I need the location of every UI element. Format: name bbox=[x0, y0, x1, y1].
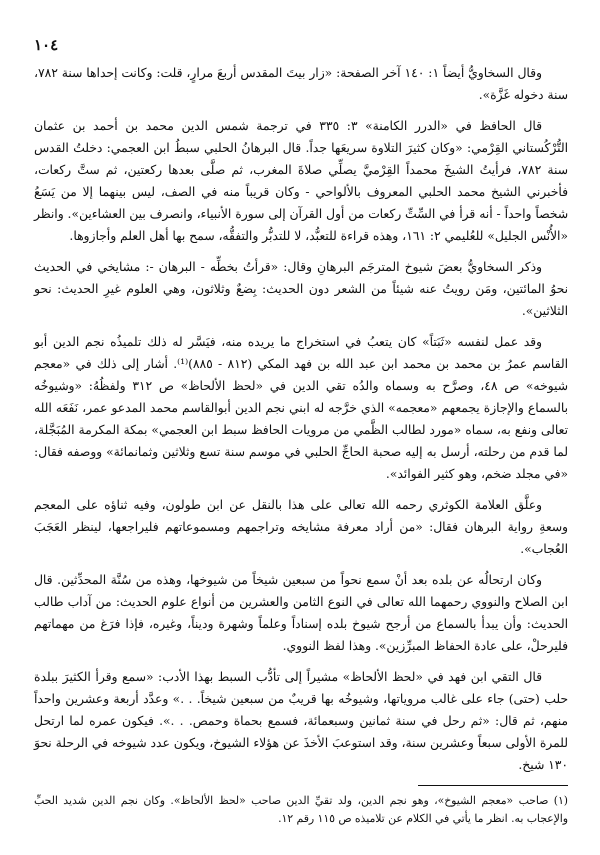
page-number: ١٠٤ bbox=[34, 36, 59, 54]
paragraph-kawthari: وعلَّق العلامة الكوثري رحمه الله تعالى على هذا بالنقل عن ابن طولون، وفيه ثناؤه على المعجم وسعةِ رواية البرهان فقال: «من أراد معرفة مشايخه وتراجمهم ومسموعاتهم فليراجعها، لينظر العَجَبَ العُجاب». bbox=[34, 498, 568, 556]
footnote: (١) صاحب «معجم الشيوخ»، وهو نجم الدين، ولد تقيِّ الدين صاحب «لحظ الألحاظ». وكان نجم الدين شديد الحبِّ والإعجاب به. انظر ما يأتي في الكلام عن تلاميذه ص ١١٥ رقم ١٢. bbox=[34, 794, 568, 825]
paragraph-durar-kamina: قال الحافظ في «الدرر الكامنة» ٣: ٣٣٥ في ترجمة شمس الدين محمد بن أحمد بن عثمان التُّرْكُستاني القِرْمي: «وكان كثيرَ التلاوة سريعَها جداً. قال البرهانُ الحلبي سبطُ ابن العجمي: دخلتُ القدس سنة ٧٨٢، فرأيتُ الشيخَ محمداً القِرْميَّ يصلِّي صلاةَ المغرب، ثم صلَّى بعدها ركعتين، ثم ستَّ ركعات، فأخبرني الشيخ محمد الحلبي المعروف بالألواحي - وكان قريباً منه في الصف، ليس بينهما إلا من يَسَعُ شخصاً واحداً - أنه قرأ في السِّتِّ ركعات من أول القرآن إلى سورة الأنبياء، وانصرف بين العشاءين». وانظر «الأُنْس الجليل» للعُليمي ٢: ١٦١، وهذه قراءة للتعبُّد، لا للتدبُّر والتفقُّه، سمح بها أهل العلم وأجازوها. bbox=[34, 119, 568, 243]
paragraph-sakhawi-jerusalem: وقال السخاويُّ أيضاً ١: ١٤٠ آخر الصفحة: «زار بيتَ المقدس أربعَ مرارٍ، قلت: وكانت إحداها سنة ٧٨٢، سنة دخوله غَزَّة». bbox=[34, 66, 568, 102]
paragraph-sheikhs-count: وذكر السخاويُّ بعضَ شيوخ المترجَم البرهانِ وقال: «قرأتُ بخطِّه - البرهان -: مشايخي في الحديث نحوُ المائتين، ومَن رويتُ عنه شيئاً من الشعر دون الحديث: بِضعٌ وثلاثون، وهي العلوم غيرِ الحديث: نحو الثلاثين». bbox=[34, 260, 568, 318]
footnote-divider bbox=[418, 785, 568, 786]
body-text bbox=[34, 62, 568, 776]
paragraph-lahz-alalhaz: قال التقي ابن فهد في «لحظ الألحاظ» مشيراً إلى تأدُّب السبط بهذا الأدب: «سمع وقرأ الكثيرَ ببلدة حلب (حتى) جاء على غالب مروياتها، وشيوخُه بها قريبٌ من سبعين شيخاً. . .» وعدَّد أربعة وعشرين واحداً منهم، ثم قال: «ثم رحل في سنة ثمانين وسبعمائة، فسمع بحماة وحمص. . .». فيكون عمره لما ارتحل للمرة الأولى سبعاً وعشرين سنة، وقد استوعبَ الأخذَ عن هؤلاء الشيوخ، ويكون عدد شيوخه في الرحلة نحوَ ١٣٠ شيخ. bbox=[34, 670, 568, 772]
paragraph-thabat: وقد عمل لنفسه «ثَبَتاً» كان يتعبُ في استخراج ما يريده منه، فيَسَّر له ذلك تلميذُه نجم الدين أبو القاسم عمرُ بن محمد بن محمد ابن عبد الله بن فهد المكي (٨١٢ - ٨٨٥)⁽¹⁾. أشار إلى ذلك في «معجم شيوخه» ص ٤٨، وصرَّح به وسماه والدُه تقي الدين في «لحظ الألحاظ» ص ٣١٢ ولفظُهُ: «وشيوخُه بالسماع والإجازة يجمعهم «معجمه» الذي خرَّجه له ابني نجم الدين أبوالقاسم محمد المدعو عمر، نَفَعَه الله تعالى ونفع به، سماه «مورد لطالب الظَّمي من مرويات الحافظ سبط ابن العجمي» بمكة المكرمة المُبَجَّلة، لما قدم من رحلته، أرسل به إليه صحبة الحاجِّ الحلبي في موسم سنة تسع وثلاثين وثمانمائة» ووصفه فقال: «في مجلد ضخم، وهو كثير الفوائد». bbox=[34, 335, 569, 481]
paragraph-travel: وكان ارتحالُه عن بلده بعد أنْ سمع نحواً من سبعين شيخاً من شيوخها، وهذه من سُنَّة المحدِّثين. قال ابن الصلاح والنووي رحمهما الله تعالى في النوع الثامن والعشرين من أنواع علوم الحديث: من آداب طالب الحديث: وأن يبدأ بالسماع من أرجح شيوخ بلده إسناداً وعلماً وشهرة وديناً، وغيره، فإذا فرَغ من مهماتهم فليرحلْ، على عادة الحفاظ المبرِّزين». وهذا لفظ النووي. bbox=[34, 573, 568, 653]
